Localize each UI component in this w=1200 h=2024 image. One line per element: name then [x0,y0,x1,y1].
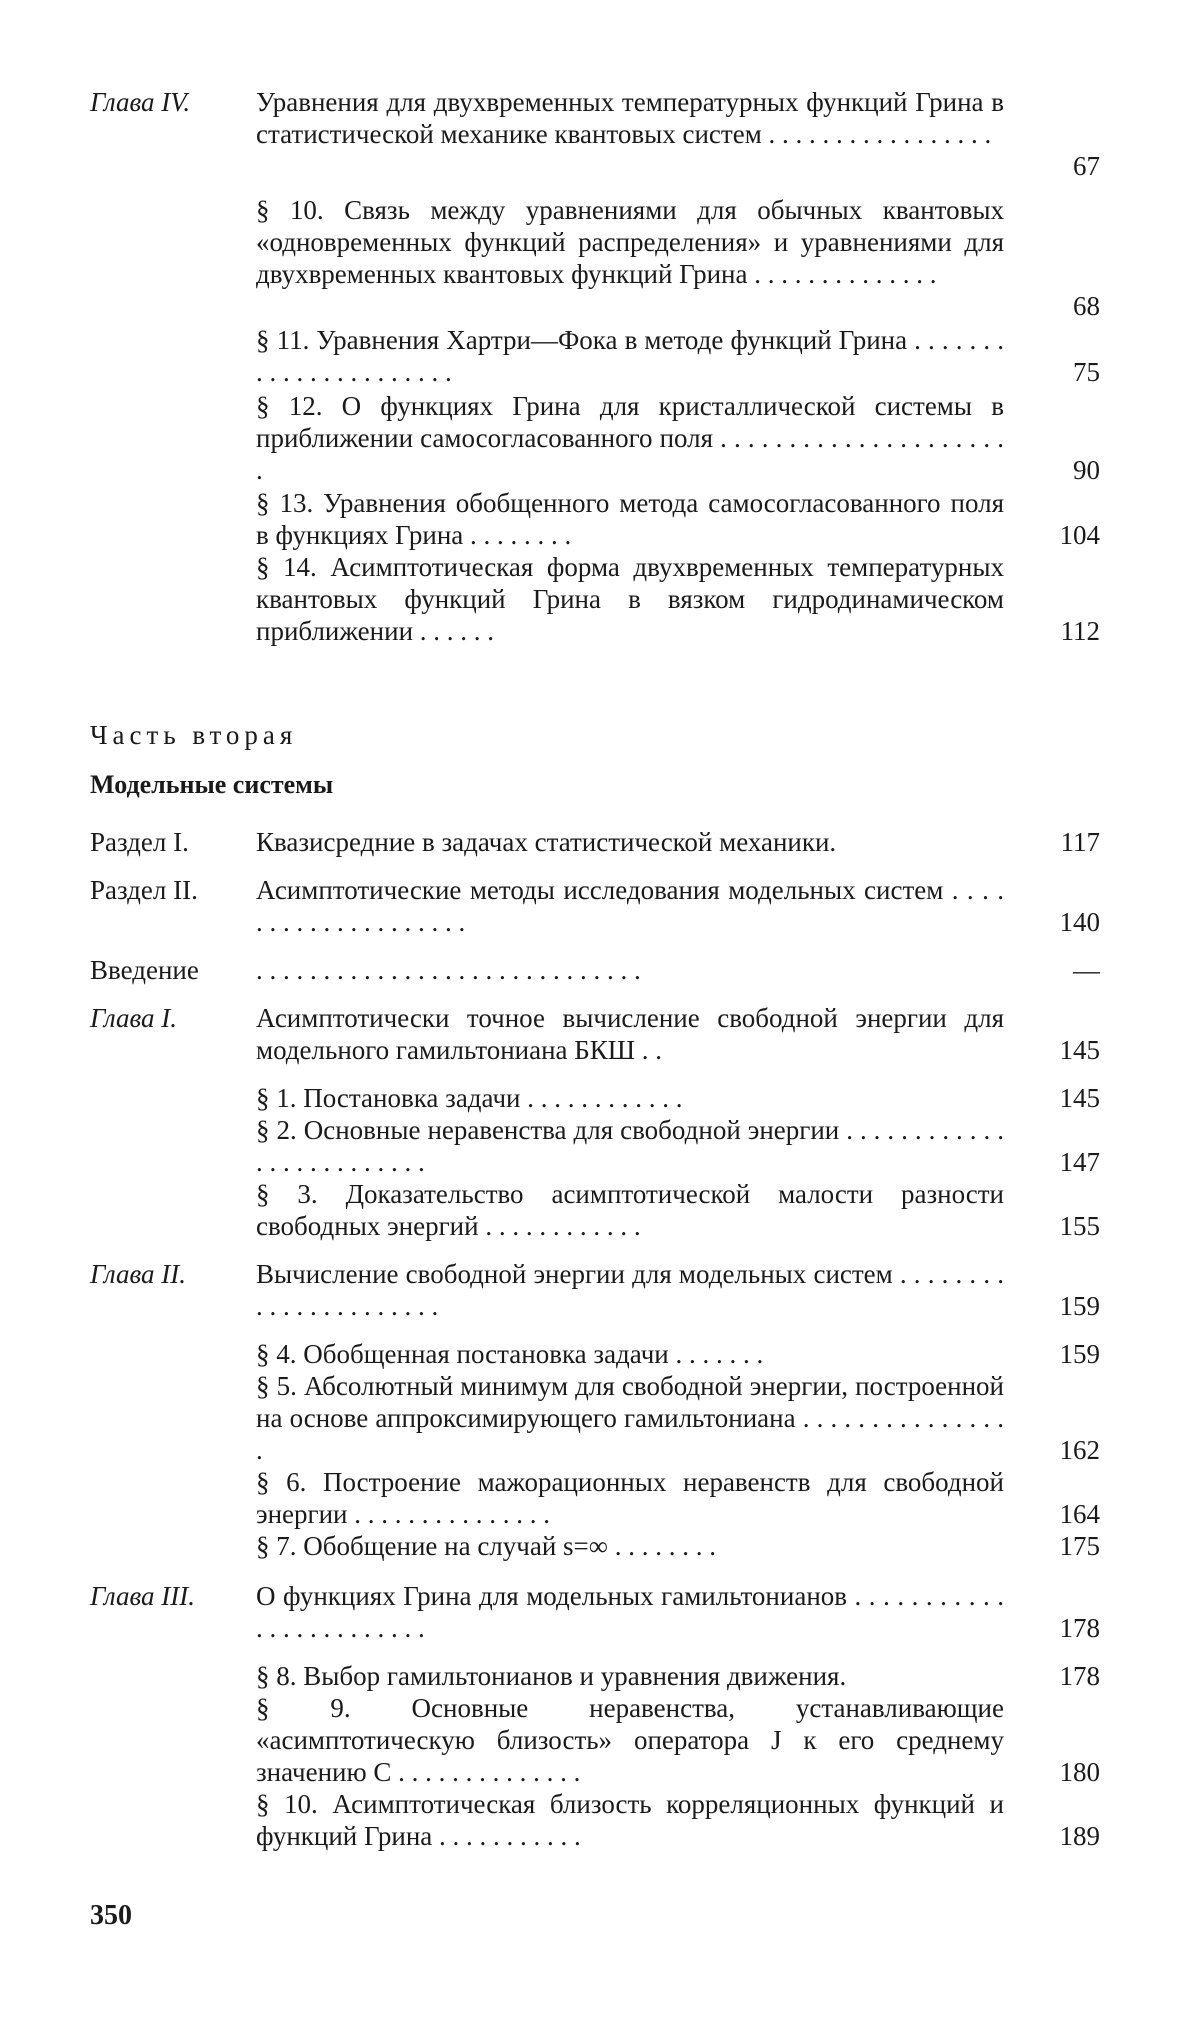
razdel-title: Асимптотические методы исследования модельных систем . . . . . . . . . . . . . . . . . . . . [256,875,1004,937]
page-number: 189 [1059,1821,1100,1851]
page-number: 159 [1059,1339,1100,1369]
page-number: 180 [1059,1757,1100,1787]
section-title: § 3. Доказательство асимптотической малости разности свободных энергий . . . . . . . . . . . . [256,1179,1004,1241]
page-number: 145 [1059,1083,1100,1113]
page-number: 67 [1073,151,1100,181]
section-title: § 11. Уравнения Хартри—Фока в методе функций Грина . . . . . . . . . . . . . . . . . . . . . . [256,325,1004,387]
page-number: 178 [1059,1613,1100,1643]
razdel-label: Раздел II. [90,875,198,905]
intro-label: Введение [90,955,199,985]
razdel-label: Раздел I. [90,827,189,857]
section-title: § 10. Асимптотическая близость корреляционных функций и функций Грина . . . . . . . . . . . [256,1789,1004,1851]
chapter-label: Глава IV. [90,87,191,117]
section-title: § 12. О функциях Грина для кристаллической системы в приближении самосогласованного поля . . . . . . . . . . . . . . . . . . . . . . [256,391,1004,485]
page-number: 145 [1059,1035,1100,1065]
razdel-title: Квазисредние в задачах статистической механики. [256,827,837,857]
chapter-label: Глава II. [90,1259,187,1289]
chapter-label: Глава III. [90,1581,196,1611]
page-number: 68 [1073,291,1100,321]
chapter-title: Уравнения для двухвременных температурных функций Грина в статистической механике квантовых систем . . . . . . . . . . . . . . . . . [256,87,1004,149]
intro-leader: . . . . . . . . . . . . . . . . . . . . . . . . . . . . . [256,955,641,985]
chapter-title: О функциях Грина для модельных гамильтонианов . . . . . . . . . . . . . . . . . . . . . . . . [256,1581,1004,1643]
section-title: § 8. Выбор гамильтонианов и уравнения движения. [256,1661,847,1691]
page-number: 117 [1060,827,1100,857]
section-title: § 1. Постановка задачи . . . . . . . . . . . . [256,1083,683,1113]
section-title: § 14. Асимптотическая форма двухвременных температурных квантовых функций Грина в вязком гидродинамическом приближении . . . . . . [256,552,1004,646]
chapter-title: Вычисление свободной энергии для модельных систем . . . . . . . . . . . . . . . . . . . . . . [256,1259,1004,1321]
chapter-title: Асимптотически точное вычисление свободной энергии для модельного гамильтониана БКШ . . [256,1003,1004,1065]
part-title: Часть вторая [90,720,298,750]
page-folio: 350 [90,1900,132,1931]
chapter-label: Глава I. [90,1003,178,1033]
page-number: 164 [1059,1499,1100,1529]
section-title: § 7. Обобщение на случай s=∞ . . . . . . . . [256,1531,717,1561]
page-number: 90 [1073,455,1100,485]
page-number: 178 [1059,1661,1100,1691]
page-number: 162 [1059,1435,1100,1465]
section-title: § 13. Уравнения обобщенного метода самосогласованного поля в функциях Грина . . . . . . . . [256,488,1004,550]
section-title: § 6. Построение мажорационных неравенств для свободной энергии . . . . . . . . . . . . . . . [256,1467,1004,1529]
section-title: § 4. Обобщенная постановка задачи . . . . . . . [256,1339,764,1369]
page-number: 104 [1059,520,1100,550]
section-title: § 9. Основные неравенства, устанавливающие «асимптотическую близость» оператора J к его среднему значению C . . . . . . . . . . . . . . [256,1693,1004,1787]
page-number: 155 [1059,1211,1100,1241]
page-number: — [1073,955,1100,985]
page-number: 112 [1060,616,1100,646]
part-subtitle: Модельные системы [90,770,334,799]
page-number: 175 [1059,1531,1100,1561]
page-number: 159 [1059,1291,1100,1321]
page-number: 147 [1059,1147,1100,1177]
section-title: § 2. Основные неравенства для свободной энергии . . . . . . . . . . . . . . . . . . . . . . . . . [256,1115,1004,1177]
section-title: § 5. Абсолютный минимум для свободной энергии, построенной на основе аппроксимирующего гамильтониана . . . . . . . . . . . . . . . . [256,1371,1004,1465]
section-title: § 10. Связь между уравнениями для обычных квантовых «одновременных функций распределения» и уравнениями для двухвременных квантовых функций Грина . . . . . . . . . . . . . . [256,195,1004,289]
page-number: 75 [1073,357,1100,387]
page-number: 140 [1059,907,1100,937]
